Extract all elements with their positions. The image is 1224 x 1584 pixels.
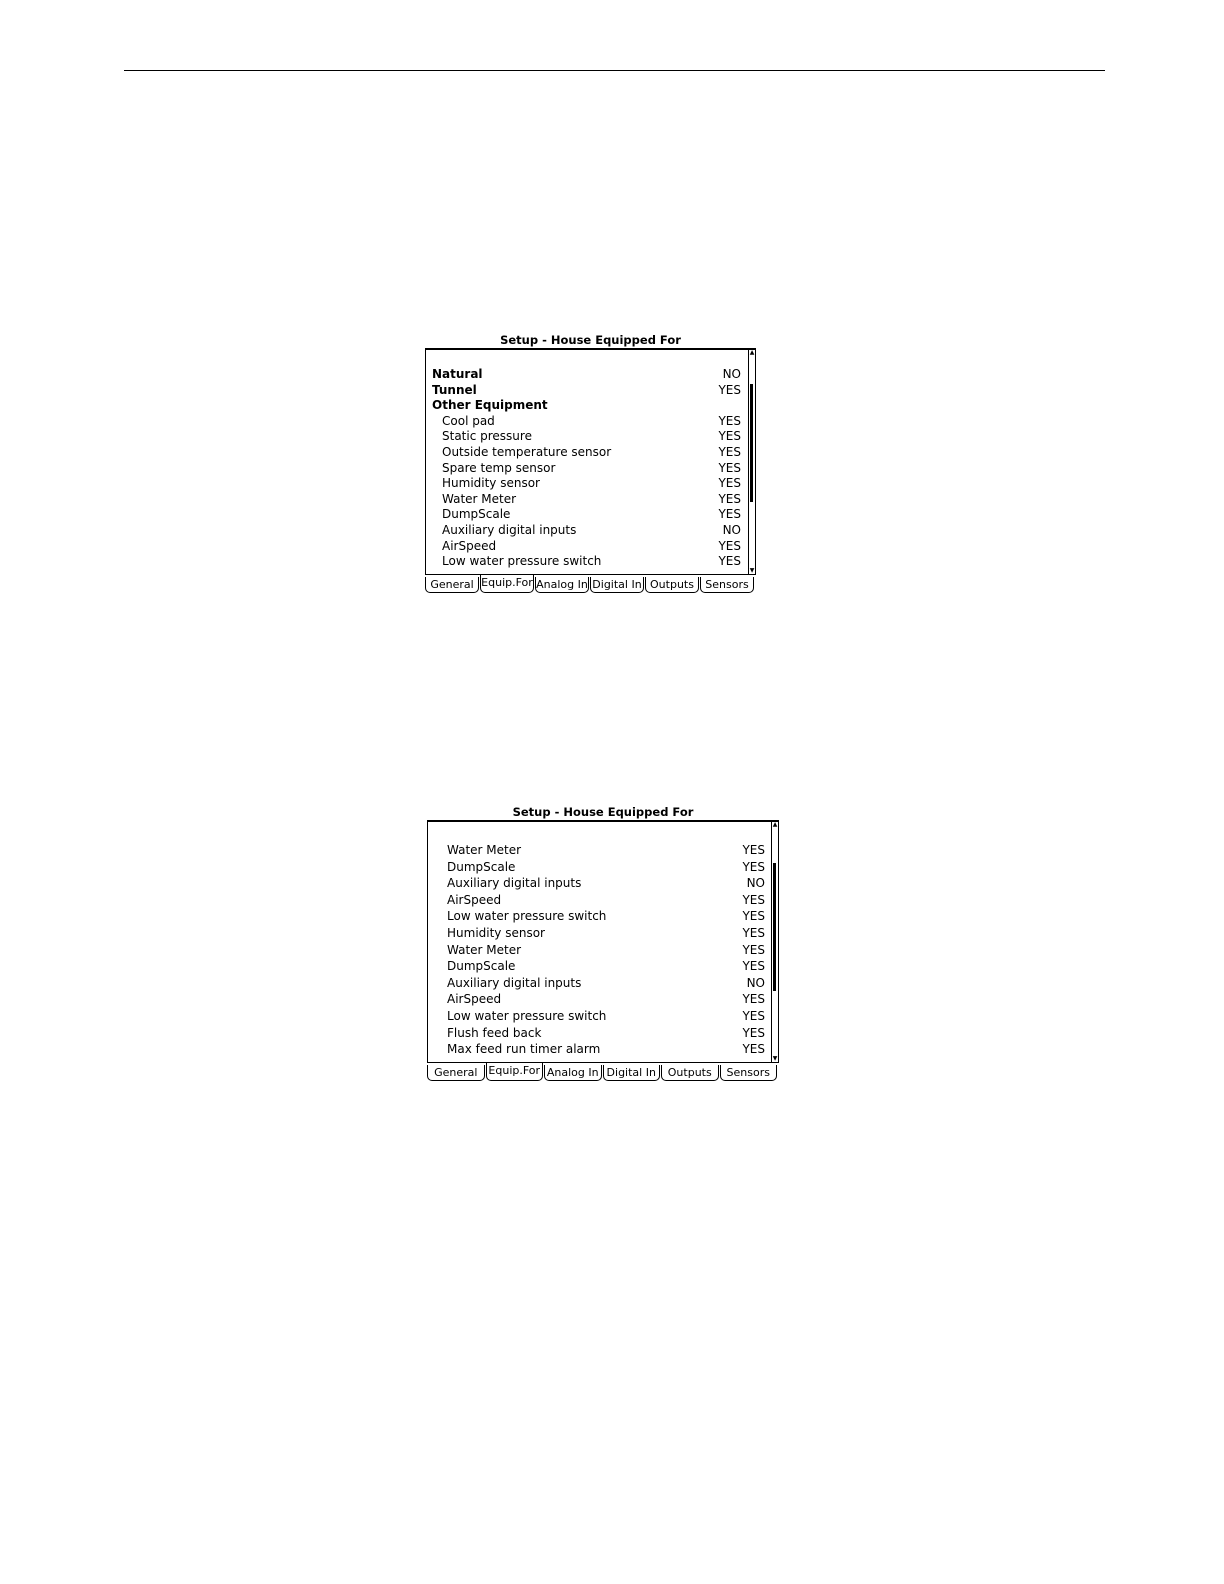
list-item[interactable] <box>428 842 778 858</box>
list-item-value[interactable]: YES <box>742 892 765 907</box>
list-item[interactable] <box>426 460 755 476</box>
tab-general[interactable]: General <box>425 577 479 593</box>
list-item[interactable] <box>428 875 778 891</box>
list-item-value[interactable]: YES <box>742 1042 765 1057</box>
list-item[interactable] <box>426 475 755 491</box>
list-item-value[interactable]: YES <box>742 942 765 957</box>
list-item-label: Other Equipment <box>432 398 548 413</box>
list-item[interactable] <box>428 1041 778 1057</box>
list-item-value[interactable]: YES <box>742 1025 765 1040</box>
list-item[interactable] <box>428 958 778 974</box>
list-item-label: Spare temp sensor <box>442 460 556 475</box>
tab-outputs[interactable]: Outputs <box>645 577 699 593</box>
screen-title: Setup - House Equipped For <box>512 805 694 819</box>
list-item[interactable] <box>426 428 755 444</box>
list-item-value[interactable]: YES <box>742 992 765 1007</box>
tab-bar <box>425 577 756 594</box>
list-item-label: Natural <box>432 367 483 381</box>
tab-bar <box>427 1065 779 1082</box>
list-item-value[interactable]: YES <box>742 926 765 940</box>
tab-general[interactable]: General <box>427 1065 485 1081</box>
list-item[interactable] <box>428 991 778 1007</box>
list-item-value[interactable]: YES <box>742 859 765 874</box>
tab-sensors[interactable]: Sensors <box>700 577 754 593</box>
list-item-value[interactable]: YES <box>742 1009 765 1023</box>
list-item-value[interactable]: YES <box>718 476 741 491</box>
list-item-label: AirSpeed <box>447 992 502 1007</box>
list-item-value[interactable]: YES <box>718 491 741 506</box>
scroll-up-arrow-icon[interactable]: ▲ <box>749 349 755 356</box>
list-item-label: Tunnel <box>432 382 477 397</box>
list-item-label: Auxiliary digital inputs <box>447 876 582 891</box>
list-item-value[interactable]: YES <box>718 445 741 459</box>
list-item-value[interactable]: YES <box>718 382 741 397</box>
list-item-label: Low water pressure switch <box>447 909 607 924</box>
list-item-label: Max feed run timer alarm <box>447 1042 601 1057</box>
list-item-label: Water Meter <box>447 843 522 857</box>
tab-equip-for[interactable]: Equip.For <box>486 1063 544 1081</box>
scrollbar-thumb[interactable] <box>773 863 776 991</box>
list-item-value[interactable]: NO <box>746 975 765 990</box>
list-item-value[interactable]: YES <box>742 959 765 974</box>
list-item-label: Flush feed back <box>447 1025 542 1040</box>
list-item-label: Low water pressure switch <box>442 554 602 569</box>
list-item[interactable] <box>428 1025 778 1041</box>
list-item-label: Static pressure <box>442 429 532 444</box>
list-item-value[interactable]: NO <box>722 523 741 537</box>
list-item-label: AirSpeed <box>447 892 502 907</box>
screen-title: Setup - House Equipped For <box>500 333 681 347</box>
scroll-down-arrow-icon[interactable]: ▼ <box>749 567 755 574</box>
list-item-label: Auxiliary digital inputs <box>447 975 582 990</box>
list-item-label: DumpScale <box>447 859 516 874</box>
list-item-label: Humidity sensor <box>442 476 540 491</box>
scroll-down-arrow-icon[interactable]: ▼ <box>772 1055 778 1062</box>
tab-digital-in[interactable]: Digital In <box>590 577 644 593</box>
list-item[interactable] <box>426 522 755 538</box>
list-item-label: Water Meter <box>447 942 522 957</box>
list-item-value[interactable]: YES <box>718 507 741 522</box>
equipment-list <box>428 822 778 1062</box>
list-item-value[interactable]: YES <box>718 554 741 569</box>
list-item-label: Low water pressure switch <box>447 1009 607 1023</box>
equipment-panel <box>427 820 779 1063</box>
list-item-value[interactable]: YES <box>742 909 765 924</box>
list-item-label: DumpScale <box>447 959 516 974</box>
scrollbar[interactable] <box>771 822 778 1062</box>
list-item-label: Auxiliary digital inputs <box>442 523 577 537</box>
list-item-label: Outside temperature sensor <box>442 445 612 459</box>
tab-analog-in[interactable]: Analog In <box>536 578 588 591</box>
list-item[interactable] <box>426 382 755 398</box>
scrollbar[interactable] <box>748 350 755 574</box>
list-item[interactable] <box>428 908 778 924</box>
equipment-panel <box>425 348 756 575</box>
list-item-label: DumpScale <box>442 507 511 522</box>
setup-screen-1 <box>425 333 756 595</box>
list-item[interactable] <box>426 444 755 460</box>
list-item-label: Cool pad <box>442 413 495 428</box>
list-item-value[interactable]: YES <box>718 460 741 475</box>
list-item-value[interactable]: YES <box>718 413 741 428</box>
tab-equip-for[interactable]: Equip.For <box>480 575 534 593</box>
scrollbar-thumb[interactable] <box>750 384 753 502</box>
list-item-label: AirSpeed <box>442 538 497 553</box>
list-item[interactable] <box>426 491 755 507</box>
list-item[interactable] <box>426 553 755 569</box>
list-item[interactable] <box>428 892 778 908</box>
list-item-value[interactable]: NO <box>722 367 741 381</box>
scroll-up-arrow-icon[interactable]: ▲ <box>772 821 778 828</box>
list-item[interactable] <box>428 942 778 958</box>
list-item-value[interactable]: YES <box>742 843 765 857</box>
list-item[interactable] <box>428 859 778 875</box>
list-item[interactable] <box>428 975 778 991</box>
list-item[interactable] <box>428 925 778 941</box>
tab-sensors[interactable]: Sensors <box>720 1065 778 1081</box>
list-item[interactable] <box>426 413 755 429</box>
equipment-list <box>426 350 755 574</box>
page-top-rule <box>124 70 1105 71</box>
list-item[interactable] <box>426 397 755 413</box>
tab-digital-in[interactable]: Digital In <box>603 1065 661 1081</box>
list-item-value[interactable]: YES <box>718 538 741 553</box>
list-item[interactable] <box>426 366 755 382</box>
list-item-value[interactable]: YES <box>718 429 741 444</box>
list-item[interactable] <box>426 538 755 554</box>
list-item[interactable] <box>426 506 755 522</box>
list-item-label: Humidity sensor <box>447 926 545 940</box>
list-item[interactable] <box>428 1008 778 1024</box>
tab-outputs[interactable]: Outputs <box>661 1065 719 1081</box>
list-item-label: Water Meter <box>442 491 517 506</box>
tab-analog-in[interactable]: Analog In <box>544 1065 602 1081</box>
list-item-value[interactable]: NO <box>746 876 765 891</box>
setup-screen-2 <box>427 805 779 1081</box>
